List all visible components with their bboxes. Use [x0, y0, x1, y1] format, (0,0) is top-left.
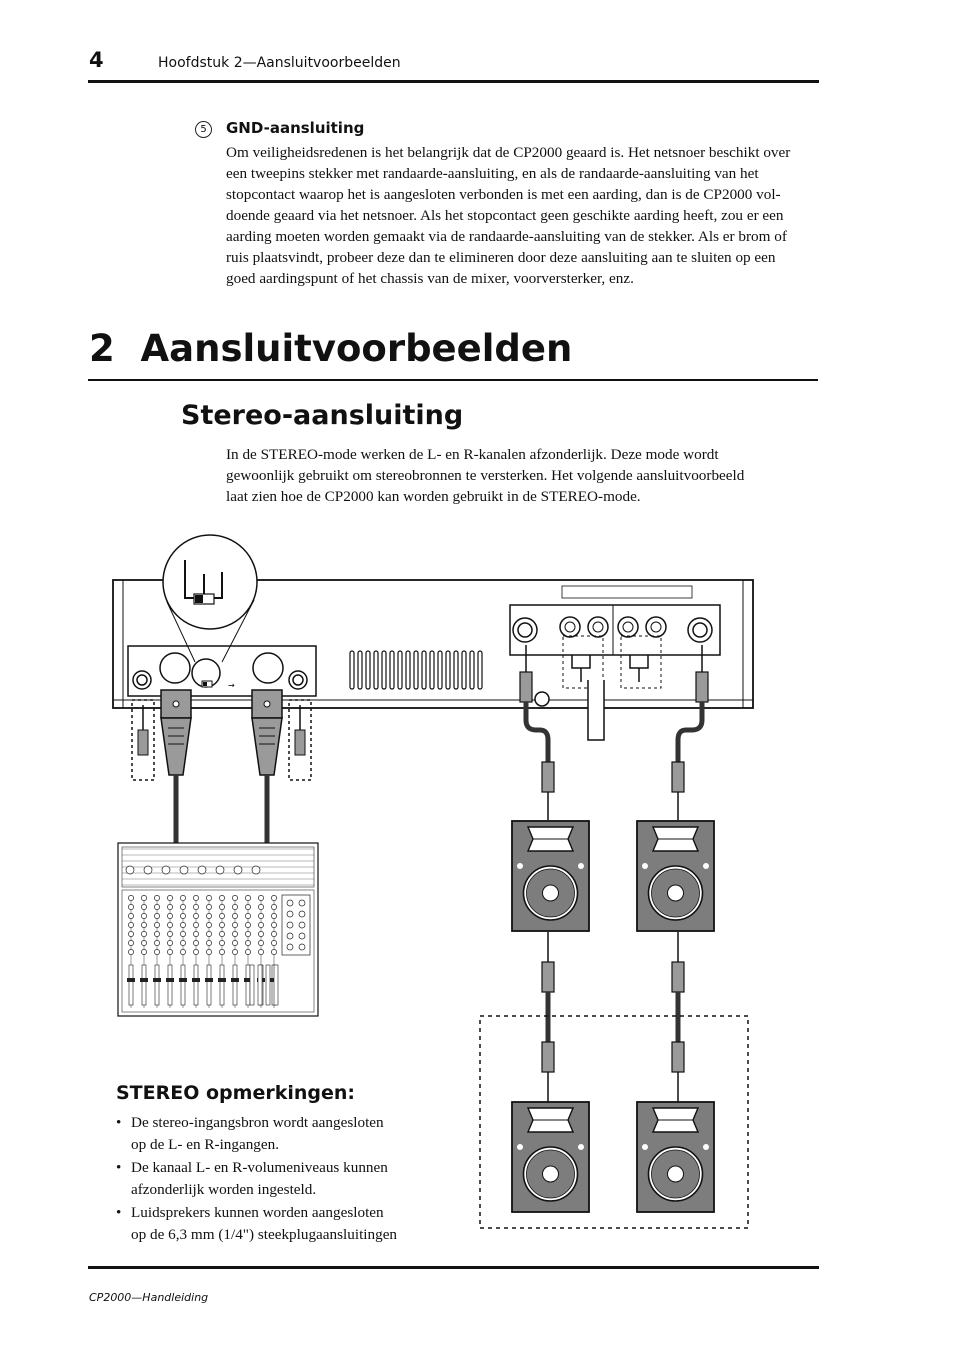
chain-cable-right [672, 932, 684, 1102]
gnd-title: GND-aansluiting [226, 119, 365, 137]
mixer-knob [245, 922, 250, 927]
vent-slot [470, 651, 474, 689]
vent-slot [374, 651, 378, 689]
section-title: Stereo-aansluiting [181, 400, 464, 431]
note-line: Luidsprekers kunnen worden aangesloten [131, 1204, 384, 1221]
mixer-knob [154, 949, 159, 954]
input-module [128, 646, 316, 696]
fader-cap [192, 978, 200, 982]
mixer-fader [155, 965, 159, 1005]
vent-grille [350, 651, 482, 689]
mixer-knob [206, 904, 211, 909]
speaker-rear-right [637, 1102, 714, 1212]
input-jack [144, 866, 152, 874]
master-fader [274, 965, 278, 1005]
woofer-dustcap [543, 1166, 559, 1182]
mixer-fader [233, 965, 237, 1005]
mixer-knob [180, 913, 185, 918]
speaker-screw [703, 1144, 709, 1150]
fader-cap [140, 978, 148, 982]
mixer-knob [180, 940, 185, 945]
mixer-knob [128, 931, 133, 936]
footer-text: CP2000—Handleiding [89, 1291, 209, 1304]
input-jack [180, 866, 188, 874]
mixer-knob [232, 949, 237, 954]
fader-cap [179, 978, 187, 982]
mixer-knob [219, 913, 224, 918]
svg-text:→: → [228, 681, 235, 690]
mixer-knob [167, 913, 172, 918]
chapter-heading: 2 Aansluitvoorbeelden [89, 327, 573, 370]
mixer-knob [193, 913, 198, 918]
vent-slot [454, 651, 458, 689]
mixer-knob [245, 931, 250, 936]
xlr-plug-right [252, 690, 282, 775]
mixer-knob [180, 931, 185, 936]
mixer-knob [245, 940, 250, 945]
vent-slot [406, 651, 410, 689]
mixer-knob [167, 922, 172, 927]
mixer-knob [141, 931, 146, 936]
master-knob [287, 911, 293, 917]
mixer-knob [271, 949, 276, 954]
mixer-knob [271, 913, 276, 918]
gnd-line: stopcontact waarop het is aangesloten verbonden is met een aarding, dan is de CP2000 vol- [226, 186, 781, 203]
mixer-knob [258, 949, 263, 954]
mixer-fader [142, 965, 146, 1005]
vent-slot [414, 651, 418, 689]
mixer-knob [128, 913, 133, 918]
mixer-knob [245, 949, 250, 954]
gnd-line: een tweepins stekker met randaarde-aansluiting, en als de randaarde-aansluiting van het [226, 165, 759, 182]
mixer-knob [232, 940, 237, 945]
list-item [116, 1202, 456, 1245]
running-header: Hoofdstuk 2—Aansluitvoorbeelden [158, 55, 401, 71]
gnd-line: Om veiligheidsredenen is het belangrijk dat de CP2000 geaard is. Het netsnoer beschikt over [226, 144, 791, 161]
speaker-screw [517, 1144, 523, 1150]
vent-slot [366, 651, 370, 689]
mixer-knob [219, 922, 224, 927]
mixer-knob [141, 895, 146, 900]
speaker-rear-left [512, 1102, 589, 1212]
mixer-knob [154, 913, 159, 918]
speaker-screw [642, 863, 648, 869]
mixer-knob [180, 949, 185, 954]
mixer-knob [219, 931, 224, 936]
xlr-plug-left [161, 690, 191, 775]
list-item [116, 1112, 456, 1155]
mixer-knob [232, 931, 237, 936]
mixer-knob [258, 922, 263, 927]
section-line: gewoonlijk gebruikt om stereobronnen te versterken. Het volgende aansluitvoorbeeld [226, 467, 745, 484]
mixer-fader [194, 965, 198, 1005]
mixer-knob [141, 940, 146, 945]
mixer-knob [245, 904, 250, 909]
input-jack [162, 866, 170, 874]
mixer-knob [193, 949, 198, 954]
mixer-fader [168, 965, 172, 1005]
note-line: De kanaal L- en R-volumeniveaus kunnen [131, 1159, 388, 1176]
gnd-line: goed aardingspunt of het chassis van de mixer, voorversterker, enz. [226, 270, 634, 287]
mixer-knob [193, 904, 198, 909]
master-fader [266, 965, 270, 1005]
input-jack [126, 866, 134, 874]
mixer-knob [180, 895, 185, 900]
chain-cable-left [542, 932, 554, 1102]
vent-slot [390, 651, 394, 689]
gnd-line: aarding moeten worden gemaakt via de randaarde-aansluiting van de stekker. Als er brom of [226, 228, 787, 245]
note-line: afzonderlijk worden ingesteld. [131, 1180, 317, 1198]
list-item [116, 1157, 456, 1200]
woofer-dustcap [668, 1166, 684, 1182]
mixer-knob [206, 895, 211, 900]
fader-cap [205, 978, 213, 982]
mixer-knob [258, 895, 263, 900]
mixer-knob [219, 949, 224, 954]
mixer-knob [154, 904, 159, 909]
mixer-knob [167, 904, 172, 909]
mixer-knob [154, 922, 159, 927]
vent-slot [358, 651, 362, 689]
master-section [282, 895, 310, 955]
fader-cap [218, 978, 226, 982]
footer-rule [88, 1266, 819, 1269]
fader-cap [153, 978, 161, 982]
input-jack [252, 866, 260, 874]
mixer-knob [141, 913, 146, 918]
mixer-knob [258, 940, 263, 945]
mixer-knob [245, 895, 250, 900]
mixer-knob [232, 922, 237, 927]
mixer-knob [219, 940, 224, 945]
speaker-screw [517, 863, 523, 869]
note-line: De stereo-ingangsbron wordt aangesloten [131, 1114, 384, 1131]
mixer-console [118, 843, 318, 1016]
mixer-knob [141, 922, 146, 927]
woofer-dustcap [543, 885, 559, 901]
page-number: 4 [89, 48, 104, 72]
mixer-knob [128, 904, 133, 909]
vent-slot [446, 651, 450, 689]
gnd-line: doende geaard via het netsnoer. Als het stopcontact geen geschikte aarding heeft, zou er een [226, 207, 784, 224]
section-line: laat zien hoe de CP2000 kan worden gebruikt in de STEREO-mode. [226, 488, 641, 505]
mixer-knob [193, 922, 198, 927]
note-line: op de L- en R-ingangen. [131, 1135, 280, 1153]
master-knob [299, 922, 305, 928]
mixer-knob [141, 904, 146, 909]
mixer-knob [128, 922, 133, 927]
input-jack [234, 866, 242, 874]
master-knob [287, 933, 293, 939]
bullet-dot: • [116, 1159, 122, 1176]
mixer-knob [193, 931, 198, 936]
mixer-knob [206, 949, 211, 954]
master-knob [287, 944, 293, 950]
vent-slot [438, 651, 442, 689]
mixer-knob [271, 931, 276, 936]
vent-slot [478, 651, 482, 689]
mixer-knob [167, 895, 172, 900]
mixer-fader [181, 965, 185, 1005]
mixer-knob [271, 904, 276, 909]
mixer-knob [271, 895, 276, 900]
vent-slot [382, 651, 386, 689]
mixer-knob [154, 940, 159, 945]
speaker-front-left [512, 821, 589, 931]
mixer-knob [193, 895, 198, 900]
optional-jack-left [132, 700, 154, 780]
notes-title: STEREO opmerkingen: [116, 1082, 355, 1104]
mixer-knob [232, 913, 237, 918]
vent-slot [422, 651, 426, 689]
mixer-knob [154, 895, 159, 900]
mixer-knob [128, 940, 133, 945]
mixer-knob [219, 895, 224, 900]
mixer-knob [193, 940, 198, 945]
woofer-dustcap [668, 885, 684, 901]
mixer-knob [206, 931, 211, 936]
vent-slot [462, 651, 466, 689]
gnd-line: ruis plaatsvindt, probeer deze dan te elimineren door deze aansluiting aan te sluiten op een [226, 249, 776, 266]
vent-slot [398, 651, 402, 689]
mixer-knob [271, 940, 276, 945]
vent-slot [350, 651, 354, 689]
speaker-screw [578, 863, 584, 869]
master-knob [287, 900, 293, 906]
bullet-dot: • [116, 1114, 122, 1131]
mixer-knob [128, 949, 133, 954]
mixer-fader [246, 965, 250, 1005]
input-jack [198, 866, 206, 874]
mixer-fader [207, 965, 211, 1005]
input-jack [216, 866, 224, 874]
master-fader [250, 965, 254, 1005]
fader-cap [166, 978, 174, 982]
section-line: In de STEREO-mode werken de L- en R-kanalen afzonderlijk. Deze mode wordt [226, 446, 719, 463]
mixer-knob [180, 922, 185, 927]
gnd-marker-number: 5 [200, 124, 207, 135]
bullet-dot: • [116, 1204, 122, 1221]
mixer-knob [206, 922, 211, 927]
mixer-knob [232, 904, 237, 909]
master-knob [299, 944, 305, 950]
master-knob [299, 900, 305, 906]
mixer-knob [258, 904, 263, 909]
mixer-knob [206, 913, 211, 918]
mixer-knob [141, 949, 146, 954]
mixer-knob [128, 895, 133, 900]
master-fader [258, 965, 262, 1005]
mixer-knob [180, 904, 185, 909]
mixer-knob [258, 913, 263, 918]
fader-cap [127, 978, 135, 982]
mixer-knob [154, 931, 159, 936]
mixer-knob [271, 922, 276, 927]
speaker-front-right [637, 821, 714, 931]
master-knob [299, 911, 305, 917]
master-knob [299, 933, 305, 939]
speaker-screw [703, 863, 709, 869]
mixer-knob [167, 931, 172, 936]
fader-cap [231, 978, 239, 982]
mixer-knob [232, 895, 237, 900]
mixer-knob [245, 913, 250, 918]
mixer-knob [258, 931, 263, 936]
mixer-fader [220, 965, 224, 1005]
speaker-screw [642, 1144, 648, 1150]
optional-jack-right [289, 700, 311, 780]
speaker-screw [578, 1144, 584, 1150]
note-line: op de 6,3 mm (1/4") steekplugaansluitingen [131, 1225, 398, 1243]
mixer-knob [167, 940, 172, 945]
mixer-fader [129, 965, 133, 1005]
mixer-knob [167, 949, 172, 954]
mixer-knob [206, 940, 211, 945]
mixer-knob [219, 904, 224, 909]
vent-slot [430, 651, 434, 689]
master-knob [287, 922, 293, 928]
notes-list [116, 1112, 456, 1247]
